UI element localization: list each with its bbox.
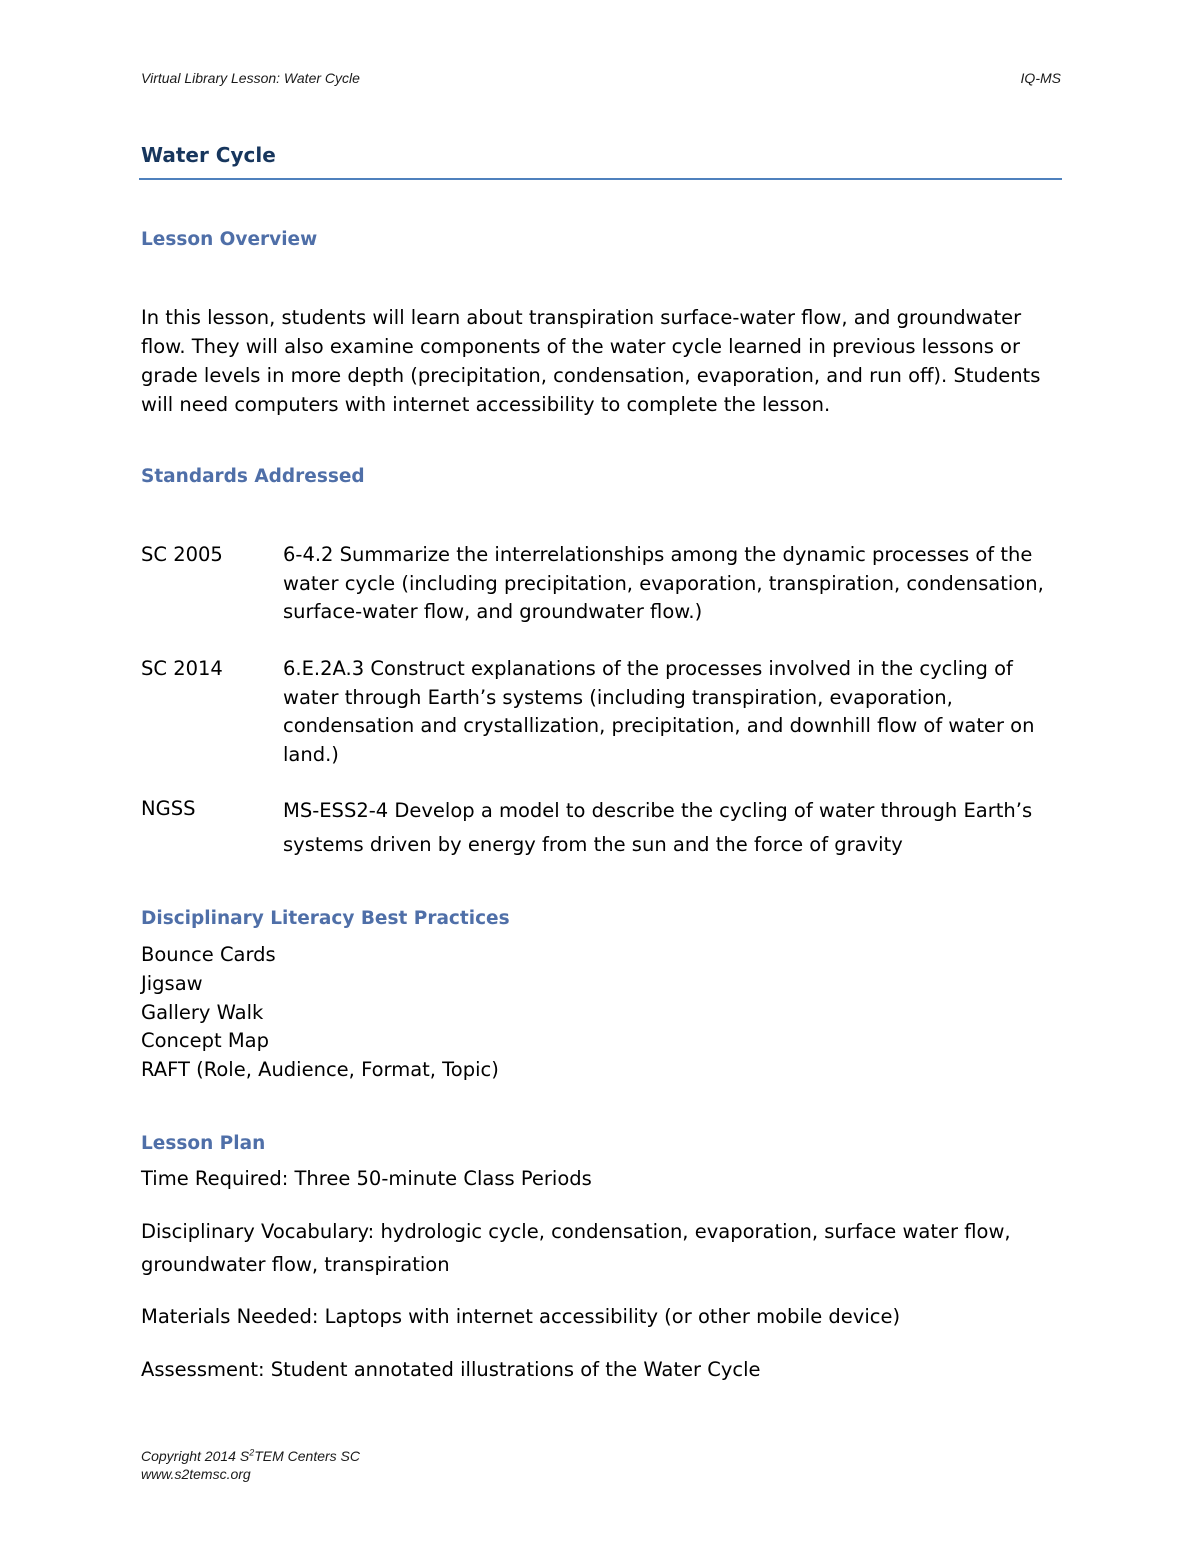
list-item: Gallery Walk — [141, 1000, 264, 1024]
time-required: Time Required: Three 50-minute Class Periods — [141, 1167, 592, 1190]
document-title: Water Cycle — [141, 143, 276, 167]
standard-text-sc2014: 6.E.2A.3 Construct explanations of the processes involved in the cycling of water through Earth’s systems (including transpiration, evaporation, condensation and crystallization, precipitation, and downhill flow of water on land.) — [283, 657, 1035, 766]
header-right: IQ-MS — [1020, 70, 1061, 86]
standards-heading: Standards Addressed — [141, 466, 365, 487]
vocabulary: Disciplinary Vocabulary: hydrologic cycle, condensation, evaporation, surface water flow, groundwater flow, transpiration — [141, 1220, 1011, 1276]
title-rule — [139, 178, 1062, 180]
materials: Materials Needed: Laptops with internet accessibility (or other mobile device) — [141, 1305, 901, 1328]
website: www.s2temsc.org — [141, 1466, 251, 1482]
plan-heading: Lesson Plan — [141, 1133, 266, 1154]
overview-heading: Lesson Overview — [141, 229, 318, 250]
page-header — [141, 70, 1061, 86]
copyright: Copyright 2014 $S^2TEM$ Centers SC — [141, 1447, 361, 1464]
list-item: Concept Map — [141, 1029, 269, 1053]
list-item: Jigsaw — [141, 971, 203, 995]
list-item: RAFT (Role, Audience, Format, Topic) — [141, 1058, 499, 1082]
standard-code-ngss: NGSS — [141, 797, 196, 820]
standard-text-sc2005: 6-4.2 Summarize the interrelationships among the dynamic processes of the water cycle (including precipitation, evaporation, transpiration, condensation, surface-water flow, and groundwater flow.) — [283, 543, 1044, 623]
header-left: Virtual Library Lesson: Water Cycle — [141, 70, 360, 86]
overview-text: In this lesson, students will learn about transpiration surface-water flow, and groundwater flow. They will also examine components of the water cycle learned in previous lessons or grade levels in more depth (precipitation, condensation, evaporation, and run off). Students will need computers with internet accessibility to complete the lesson. — [141, 306, 1041, 416]
standard-text-ngss: MS-ESS2-4 Develop a model to describe the cycling of water through Earth’s systems driven by energy from the sun and the force of gravity — [283, 799, 1033, 856]
page-footer — [141, 1447, 360, 1483]
list-item: Bounce Cards — [141, 943, 276, 966]
standard-code-sc2014: SC 2014 — [141, 657, 223, 680]
assessment: Assessment: Student annotated illustrations of the Water Cycle — [141, 1358, 761, 1381]
literacy-list — [141, 941, 499, 1085]
literacy-heading: Disciplinary Literacy Best Practices — [141, 908, 510, 929]
standard-code-sc2005: SC 2005 — [141, 543, 223, 566]
